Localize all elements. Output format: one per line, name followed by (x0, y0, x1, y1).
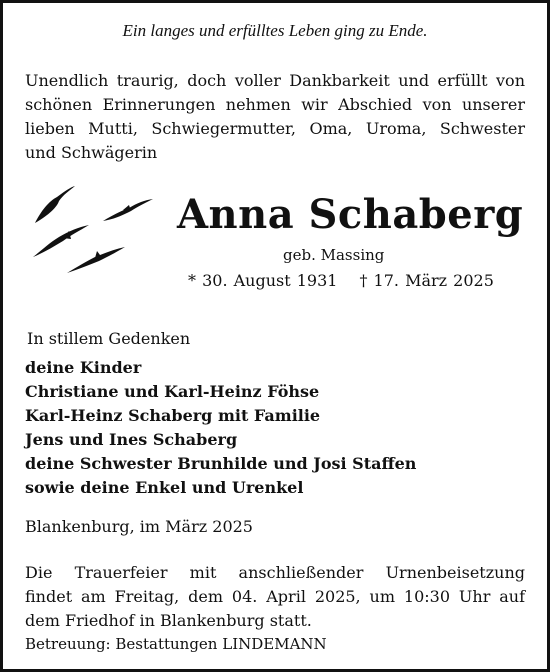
service-line: findet am Freitag, dem 04. April 2025, um 10:30 Uhr auf (25, 587, 525, 606)
mourner-line: sowie deine Enkel und Urenkel (25, 478, 304, 497)
funeral-home: Betreuung: Bestattungen LINDEMANN (25, 635, 327, 653)
death-date: † 17. März 2025 (359, 271, 494, 290)
mourner-line: deine Kinder (25, 358, 142, 377)
deceased-name: Anna Schaberg (177, 191, 524, 238)
life-dates (188, 271, 494, 290)
mourner-line: Christiane und Karl-Heinz Föhse (25, 382, 320, 401)
gedenken-line: In stillem Gedenken (27, 329, 191, 348)
mourner-line: deine Schwester Brunhilde und Josi Staffen (25, 454, 417, 473)
intro-line: und Schwägerin (25, 143, 158, 162)
mourner-line: Karl-Heinz Schaberg mit Familie (25, 406, 321, 425)
bird-shape (33, 225, 89, 257)
intro-text (25, 69, 525, 165)
bird-shape (103, 199, 153, 221)
service-line: dem Friedhof in Blankenburg statt. (25, 611, 312, 630)
bird-shape (35, 186, 75, 223)
bird-shape (67, 247, 125, 273)
intro-line: schönen Erinnerungen nehmen wir Abschied von unserer (25, 95, 525, 114)
maiden-name: geb. Massing (283, 246, 385, 264)
mourner-line: Jens und Ines Schaberg (25, 430, 238, 449)
intro-line: lieben Mutti, Schwiegermutter, Oma, Uroma, Schwester (25, 119, 525, 138)
birds-icon (27, 181, 167, 281)
mourners-list (25, 356, 416, 500)
service-info (25, 561, 525, 633)
birth-date: * 30. August 1931 (188, 271, 338, 290)
intro-line: Unendlich traurig, doch voller Dankbarkeit und erfüllt von (25, 71, 525, 90)
bird-silhouettes (33, 186, 153, 273)
service-line: Die Trauerfeier mit anschließender Urnenbeisetzung (25, 563, 525, 582)
place-date: Blankenburg, im März 2025 (25, 517, 253, 536)
motto: Ein langes und erfülltes Leben ging zu Ende. (122, 21, 428, 40)
